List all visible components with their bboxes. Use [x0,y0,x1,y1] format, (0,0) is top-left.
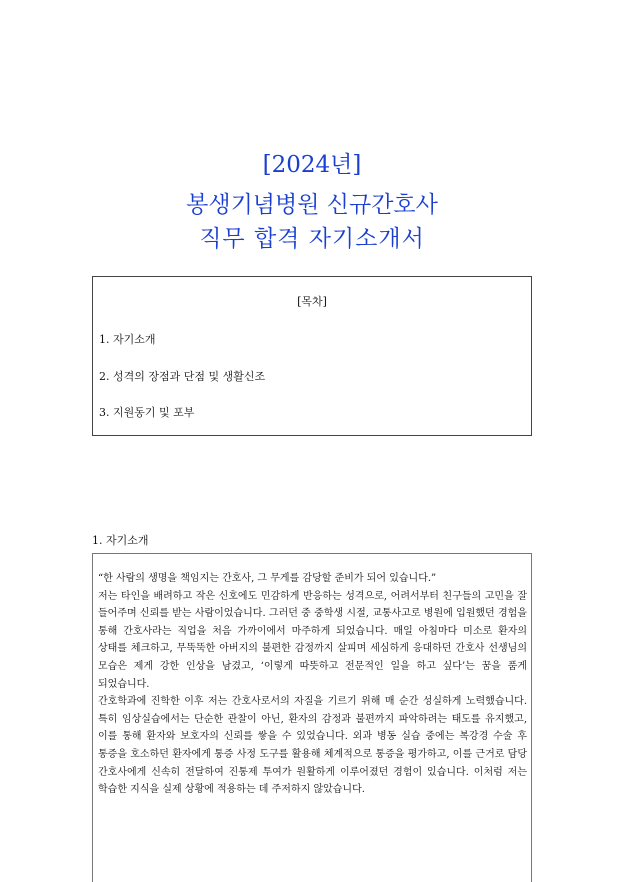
document-year: [2024년] [262,152,362,178]
section-body-box [92,553,532,882]
section-heading: 1. 자기소개 [92,534,149,547]
body-paragraph: 저는 타인을 배려하고 작은 신호에도 민감하게 반응하는 성격으로, 어려서부터 친구들의 고민을 잘 들어주며 신뢰를 받는 사람이었습니다. 그러던 중 중학생 시절, 교통사고로 병원에 입원했던 경험을 통해 간호사라는 직업을 처음 가까이에서 마주하게 되었습니다. 매일 아침마다 미소로 환자의 상태를 체크하고, 무뚝뚝한 아버지의 불편한 감정까지 살피며 세심하게 응대하던 간호사 선생님의 모습은 제게 강한 인상을 남겼고, ‘이렇게 따뜻하고 전문적인 일을 하고 싶다’는 꿈을 품게 되었습니다. [98,590,527,690]
toc-item-personality: 2. 성격의 장점과 단점 및 생활신조 [99,370,266,383]
toc-item-motivation: 3. 지원동기 및 포부 [99,406,195,419]
quote-paragraph: “한 사람의 생명을 책임지는 간호사, 그 무게를 감당할 준비가 되어 있습니다.” [98,573,437,584]
table-of-contents [92,276,532,436]
document-title-subject: 직무 합격 자기소개서 [199,226,425,252]
toc-heading: [목차] [297,295,327,308]
document-title-hospital: 봉생기념병원 신규간호사 [186,192,438,218]
section-body-text [98,570,527,799]
body-paragraph: 간호학과에 진학한 이후 저는 간호사로서의 자질을 기르기 위해 매 순간 성실하게 노력했습니다. 특히 임상실습에서는 단순한 관찰이 아닌, 환자의 감정과 불편까지 파악하려는 태도를 유지했고, 이를 통해 환자와 보호자의 신뢰를 쌓을 수 있었습니다. 외과 병동 실습 중에는 복강경 수술 후 통증을 호소하던 환자에게 통증 사정 도구를 활용해 체계적으로 통증을 평가하고, 이를 근거로 담당 간호사에게 신속히 전달하여 진통제 투여가 원활하게 이루어졌던 경험이 있습니다. 이처럼 저는 학습한 지식을 실제 상황에 적용하는 데 주저하지 않았습니다. [98,696,527,796]
toc-item-self-introduction: 1. 자기소개 [99,333,156,346]
